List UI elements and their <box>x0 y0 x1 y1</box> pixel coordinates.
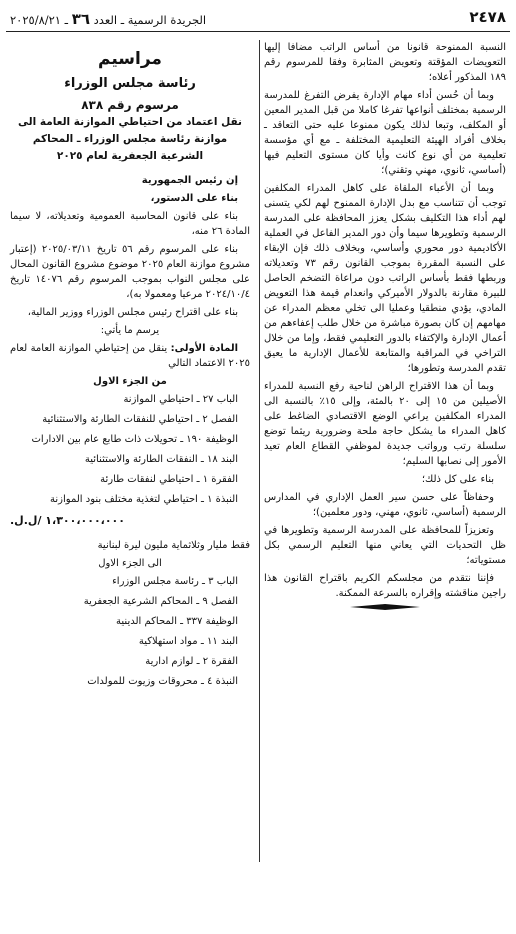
article-text: ينقل من إحتياطي الموازنة العامة لعام ٢٠٢٥ الاعتماد التالي <box>10 343 250 369</box>
article-label: المادة الأولى: <box>170 343 239 354</box>
column-divider <box>259 40 260 862</box>
paragraph: وبما أن هذا الاقتراح الراهن لناحية رفع النسبة للمدراء الأصيلين من ١٥ إلى ٢٠ بالمئة، وإلى ١٥٪ بالنسبة الى المدراء المكلفين يراعي الوضع الاقتصادي الضاغط على كاهل المدراء ما يشكل حاجة ملحة وضرورية ريثما توضع سلسلة رتب ورواتب جديدة لموظفي القطاع العام تعيد الأمور إلى نصابها السليم؛ <box>264 381 506 467</box>
budget-line: البند ١١ ـ مواد استهلاكية <box>138 636 238 647</box>
budget-line: الباب ٢٧ ـ احتياطي الموازنة <box>123 394 238 405</box>
budget-line: الوظيفة ٣٣٧ ـ المحاكم الدينية <box>116 616 238 627</box>
section-title: مراسيم <box>98 49 162 69</box>
paragraph: وبما أن الأعباء الملقاة على كاهل المدراء المكلفين توجب أن تتناسب مع بدل الإدارة الممنوح لهم لكي يتسنى لهم أداء هذا التكليف بشكل يعزز المحافظة على المدرسة الرسمية وتطويرها سيما وأن دور المدير الفاعل في العملية الأكاديمية دور محوري وأساسي، وبخلاف ذلك فإن الإبقاء على النسبة المقررة بموجب القانون رقم ٧٣ وتعديلاته وربطها فقط بأساس الراتب دون مراعاة التضخم الحاصل للبيرة مقارنة بالدولار الأميركي وانعدام قيمة هذا التعويض المادي، يؤدي منطقيا وعمليا الى تخلي معظم المدراء عن مهامهم إن كان بصورة مباشرة من خلال طلب إعفاءهم من أعمال الإدارة والإكتفاء بالدور التعليمي فقط، وإما من خلال التراخي في المراقبة والمتابعة للأعمال الإدارية ما يعيق تقدم المدرسة وتطورها؛ <box>264 183 506 374</box>
budget-line: البند ١٨ ـ النفقات الطارئة والاستثنائية <box>84 454 238 465</box>
page-number: ٢٤٧٨ <box>469 8 506 26</box>
paragraph: النسبة الممنوحة قانونا من أساس الراتب مضافا إليها التعويضات المؤقتة وتعويض المثابرة وفقا للمرسوم رقم ١٨٩ المذكور أعلاه؛ <box>264 42 506 83</box>
issue-number: ٣٦ <box>71 10 90 28</box>
amount-in-words: فقط مليار وثلاثماية مليون ليرة لبنانية <box>97 540 250 551</box>
budget-line: الوظيفة ١٩٠ ـ تحويلات ذات طابع عام بين الادارات <box>31 434 238 445</box>
preamble-item: بناء على اقتراح رئيس مجلس الوزراء ووزير المالية، <box>27 307 238 318</box>
budget-line: النبذة ١ ـ احتياطي لتغذية مختلف بنود الموازنة <box>50 494 238 505</box>
paragraph: وبما أن حُسن أداء مهام الإدارة يفرض التفرغ للمدرسة الرسمية بمختلف أنواعها تفرغا كاملا من قبل المدير المعين أو المكلف، وتبعا لذلك يكون ممنوعا عليه حتى التعاقد ـ بخلاف أفراد الهيئة التعليمية المختلفة ـ مع أي مؤسسة تعليمية من أي نوع كانت وأيا كان مستوى التعليم فيها (أساسي، ثانوي، مهني وتقني)؛ <box>264 90 506 176</box>
president-line: إن رئيس الجمهورية <box>141 175 238 186</box>
running-header <box>10 10 206 28</box>
from-part-heading: من الجزء الاول <box>93 376 167 387</box>
budget-line: النبذة ٤ ـ محروقات وزيوت للمولدات <box>87 676 238 687</box>
paragraph: فإننا نتقدم من مجلسكم الكريم باقتراح القانون هذا راجين مناقشته وإقراره بالسرعة الممكنة. <box>264 573 506 599</box>
budget-line: الفقرة ٢ ـ لوازم ادارية <box>145 656 238 667</box>
paragraph: وحفاظاً على حسن سير العمل الإداري في المدارس الرسمية (أساسي، ثانوي، مهني، ودور معلمين)؛ <box>264 492 506 518</box>
to-part-heading: الى الجزء الاول <box>98 558 162 569</box>
preamble-item: بناء على قانون المحاسبة العمومية وتعديلاته، لا سيما المادة ٢٦ منه، <box>10 211 250 237</box>
right-column <box>264 40 506 610</box>
transfer-amount: ١،٣٠٠،٠٠٠،٠٠٠ /ل.ل. <box>10 514 125 527</box>
preamble-item: بناء على المرسوم رقم ٥٦ تاريخ ٢٠٢٥/٠٣/١١ (إعتبار مشروع موازنة العام ٢٠٢٥ موضوع مشروع القانون المحال على مجلس النواب بموجب المرسوم رقم ١٤٠٧٦ تاريخ ٢٠٢٤/١٠/٤ مرعيا ومعمولا به)، <box>10 244 250 300</box>
budget-line: الباب ٣ ـ رئاسة مجلس الوزراء <box>112 576 238 587</box>
decrees-line: يرسم ما يأتي: <box>100 325 160 336</box>
left-column <box>10 40 250 694</box>
budget-line: الفصل ٢ ـ احتياطي للنفقات الطارئة والاستثنائية <box>42 414 238 425</box>
decree-subject: نقل اعتماد من احتياطي الموازنة العامة الى موازنة رئاسة مجلس الوزراء ـ المحاكم الشرعية الجعفرية لعام ٢٠٢٥ <box>18 116 242 162</box>
issue-date: ـ ٢٠٢٥/٨/٢١ <box>10 13 69 27</box>
budget-line: الفصل ٩ ـ المحاكم الشرعية الجعفرية <box>83 596 238 607</box>
constitution-line: بناء على الدستور، <box>150 193 238 204</box>
page-header <box>8 6 508 30</box>
end-ornament <box>350 604 420 610</box>
header-rule <box>6 31 510 32</box>
budget-line: الفقرة ١ ـ احتياطي لنفقات طارئة <box>100 474 238 485</box>
article-one <box>10 341 250 371</box>
decree-number: مرسوم رقم ٨٣٨ <box>81 98 179 112</box>
paragraph: وتعزيزاً للمحافظة على المدرسة الرسمية وتطويرها في ظل التحديات التي يعاني منها التعليم الرسمي بكل مستوياته؛ <box>264 525 506 566</box>
gazette-name: الجريدة الرسمية ـ العدد <box>93 13 207 27</box>
paragraph: بناء على كل ذلك؛ <box>421 474 494 485</box>
issuing-authority: رئاسة مجلس الوزراء <box>64 76 196 91</box>
